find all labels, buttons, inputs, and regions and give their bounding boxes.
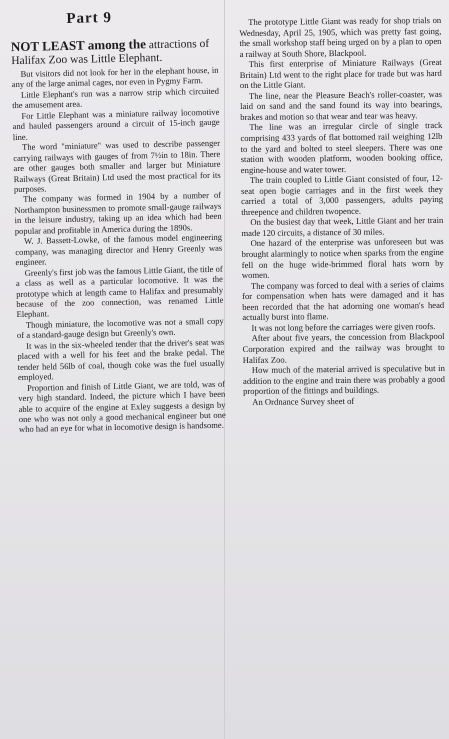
- paragraph: W. J. Bassett-Lowke, of the famous model engineering company, was managing director and Henry Greenly was engineer.: [15, 231, 223, 268]
- paragraph: How much of the material arrived is speculative but in addition to the engine and train there was probably a good proportion of the fittings and buildings.: [242, 362, 446, 397]
- paragraph: For Little Elephant was a miniature railway locomotive and hauled passengers around a circuit of 15-inch gauge line.: [12, 106, 220, 142]
- heading-lead: NOT LEAST among the: [10, 36, 147, 55]
- paragraph: After about five years, the concession from Blackpool Corporation expired and the railway was brought to Halifax Zoo.: [242, 331, 445, 365]
- right-column: [229, 0, 449, 739]
- paragraph: Greenly's first job was the famous Little Giant, the title of a class as well as a particular locomotive. It was the prototype which at length came to Halifax and presumably because of the zoo connection, was renamed Little Elephant.: [15, 263, 224, 320]
- paragraph: The line was an irregular circle of single track comprising 433 yards of flat bottomed rail weighing 12lb to the yard and bolted to steel sleepers. There was one station with wooden platform, wooden booking office, engine-house and water tower.: [240, 120, 443, 175]
- paragraph: The line, near the Pleasure Beach's roller-coaster, was laid on sand and the sand found its way into bearings, brakes and motion so that wear and tear was heavy.: [240, 88, 443, 122]
- paragraph: One hazard of the enterprise was unforeseen but was brought alarmingly to notice when sparks from the engine fell on the huge wide-brimmed floral hats worn by women.: [241, 236, 444, 281]
- paragraph: The train coupled to Little Giant consisted of four, 12-seat open bogie carriages and in the first week they carried a total of 3,000 passengers, adults paying threepence and children twopence.: [240, 173, 444, 217]
- paragraph: The word "miniature" was used to describe passenger carrying railways with gauges of from 7½in to 18in. There are other gauges both smaller and larger but Miniature Railways (Great Britain) Ltd used the most practical for its purposes.: [13, 137, 221, 195]
- paragraph: Proportion and finish of Little Giant, we are told, was of very high standard. Indeed, the picture which I have been able to acquire of the engine at Exley suggests a design by one who was not only a good mechanical engineer but one who had an eye for what in locomotive design is handsome.: [18, 378, 226, 435]
- article-heading: [11, 37, 218, 67]
- paragraph: The company was formed in 1904 by a number of Northampton businessmen to promote small-gauge railways in the leisure industry, taking up an idea which had been popular and profitable in America during the 1890s.: [14, 190, 222, 236]
- paragraph: But visitors did not look for her in the elephant house, in any of the large animal cages, nor even in Pygmy Farm.: [11, 64, 219, 90]
- paragraph: On the busiest day that week, Little Giant and her train made 120 circuits, a distance of 30 miles.: [241, 215, 444, 238]
- paragraph: The company was forced to deal with a series of claims for compensation when hats were damaged and it has been recorded that the hat adorning one woman's head actually burst into flame.: [242, 278, 445, 323]
- heading-rest: attractions of Halifax Zoo was Little Elephant.: [11, 37, 210, 67]
- paragraph: It was in the six-wheeled tender that the driver's seat was placed with a well for his feet and the brake pedal. The tender held 56lb of coal, though coke was the fuel usually employed.: [17, 336, 225, 383]
- paragraph: It was not long before the carriages were given roofs.: [251, 320, 436, 333]
- paragraph: An Ordnance Survey sheet of: [252, 395, 355, 407]
- part-title: Part 9: [66, 9, 113, 27]
- paragraph: The prototype Little Giant was ready for shop trials on Wednesday, April 25, 1905, which was pretty fast going, the small workshop staff being urged on by a plan to open a railway at South Shore, Blackpool.: [239, 14, 442, 59]
- paragraph: Little Elephant's run was a narrow strip which circuited the amusement area.: [12, 85, 220, 111]
- paragraph: This first enterprise of Miniature Railways (Great Britain) Ltd went to the right place for trade but was hard on the Little Giant.: [239, 57, 442, 91]
- paragraph: Though miniature, the locomotive was not a small copy of a standard-gauge design but Greenly's own.: [16, 315, 224, 341]
